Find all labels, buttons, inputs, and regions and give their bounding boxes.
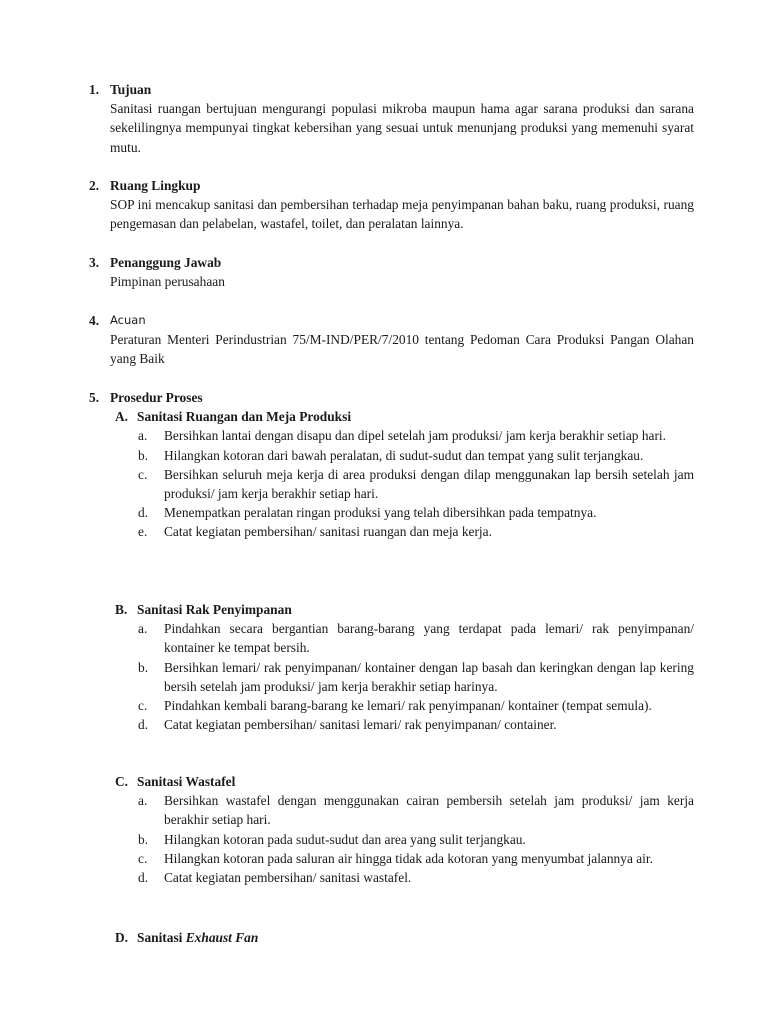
list-item: e. Catat kegiatan pembersihan/ sanitasi ruangan dan meja kerja.: [138, 524, 492, 540]
subsection-c: [115, 772, 694, 791]
subsection-title: Sanitasi Wastafel: [137, 774, 236, 789]
section-body: Peraturan Menteri Perindustrian 75/M-IND/PER/7/2010 tentang Pedoman Cara Produksi Pangan Olahan yang Baik: [110, 332, 694, 367]
list-item: d. Catat kegiatan pembersihan/ sanitasi lemari/ rak penyimpanan/ container.: [138, 717, 557, 733]
subsection-c-block: [89, 772, 694, 887]
section-title: Tujuan: [110, 82, 152, 97]
subsection-letter: D.: [115, 930, 129, 945]
section-title: Penanggung Jawab: [110, 255, 222, 270]
list-item: c. Bersihkan seluruh meja kerja di area produksi dengan dilap menggunakan lap bersih setelah jam produksi/ jam kerja berakhir setiap hari.: [138, 466, 694, 502]
section-penanggung-jawab: [89, 253, 694, 291]
section-title: Prosedur Proses: [110, 390, 203, 405]
list-item: b. Bersihkan lemari/ rak penyimpanan/ kontainer dengan lap basah dan keringkan dengan lap kering bersih setelah jam produksi/ jam kerja berakhir setiap harinya.: [138, 659, 694, 694]
section-body: Sanitasi ruangan bertujuan mengurangi populasi mikroba maupun hama agar sarana produksi dan sarana sekelilingnya mempunyai tingkat kebersihan yang sesuai untuk menunjang produksi yang memenuhi syarat mutu.: [110, 101, 694, 155]
section-prosedur-proses: [89, 388, 694, 542]
item-list: [138, 619, 694, 734]
subsection-a: [115, 407, 694, 426]
section-ruang-lingkup: [89, 176, 694, 234]
section-number: 3.: [89, 255, 100, 270]
subsection-title: Sanitasi Ruangan dan Meja Produksi: [137, 409, 352, 425]
subsection-title: Sanitasi Rak Penyimpanan: [137, 602, 292, 617]
subsection-letter: A.: [115, 409, 129, 425]
section-acuan: [89, 311, 694, 369]
section-number: 5.: [89, 390, 100, 405]
section-title: Acuan: [110, 313, 146, 327]
list-item: b. Hilangkan kotoran pada sudut-sudut dan area yang sulit terjangkau.: [138, 831, 526, 847]
section-body: SOP ini mencakup sanitasi dan pembersihan terhadap meja penyimpanan bahan baku, ruang produksi, ruang pengemasan dan pelabelan, wastafel, toilet, dan peralatan lainnya.: [110, 197, 694, 232]
subsection-b: [115, 600, 694, 619]
list-item: c. Pindahkan kembali barang-barang ke lemari/ rak penyimpanan/ kontainer (tempat semula).: [138, 698, 652, 714]
section-body: Pimpinan perusahaan: [110, 274, 225, 290]
list-item: a. Bersihkan lantai dengan disapu dan dipel setelah jam produksi/ jam kerja berakhir setiap hari.: [138, 428, 666, 444]
list-item: d. Menempatkan peralatan ringan produksi yang telah dibersihkan pada tempatnya.: [138, 505, 597, 521]
list-item: c. Hilangkan kotoran pada saluran air hingga tidak ada kotoran yang menyumbat jalannya air.: [138, 850, 653, 866]
item-list: [138, 791, 694, 887]
section-tujuan: [89, 80, 694, 157]
list-item: b. Hilangkan kotoran dari bawah peralatan, di sudut-sudut dan tempat yang sulit terjangkau.: [138, 447, 644, 463]
section-number: 2.: [89, 178, 100, 193]
section-number: 1.: [89, 82, 100, 97]
subsection-letter: C.: [115, 774, 129, 789]
subsection-title: Sanitasi Exhaust Fan: [137, 930, 259, 945]
section-title: Ruang Lingkup: [110, 178, 201, 193]
section-number: 4.: [89, 313, 100, 328]
list-item: a. Bersihkan wastafel dengan menggunakan cairan pembersih setelah jam produksi/ jam kerja berakhir setiap hari.: [138, 793, 694, 828]
item-list: [138, 426, 694, 541]
subsection-letter: B.: [115, 602, 128, 617]
subsection-d-block: [89, 928, 694, 947]
subsection-b-block: [89, 600, 694, 734]
list-item: a. Pindahkan secara bergantian barang-barang yang terdapat pada lemari/ rak penyimpanan/ kontainer ke tempat bersih.: [138, 621, 694, 656]
list-item: d. Catat kegiatan pembersihan/ sanitasi wastafel.: [138, 870, 412, 886]
subsection-d: [115, 928, 694, 947]
